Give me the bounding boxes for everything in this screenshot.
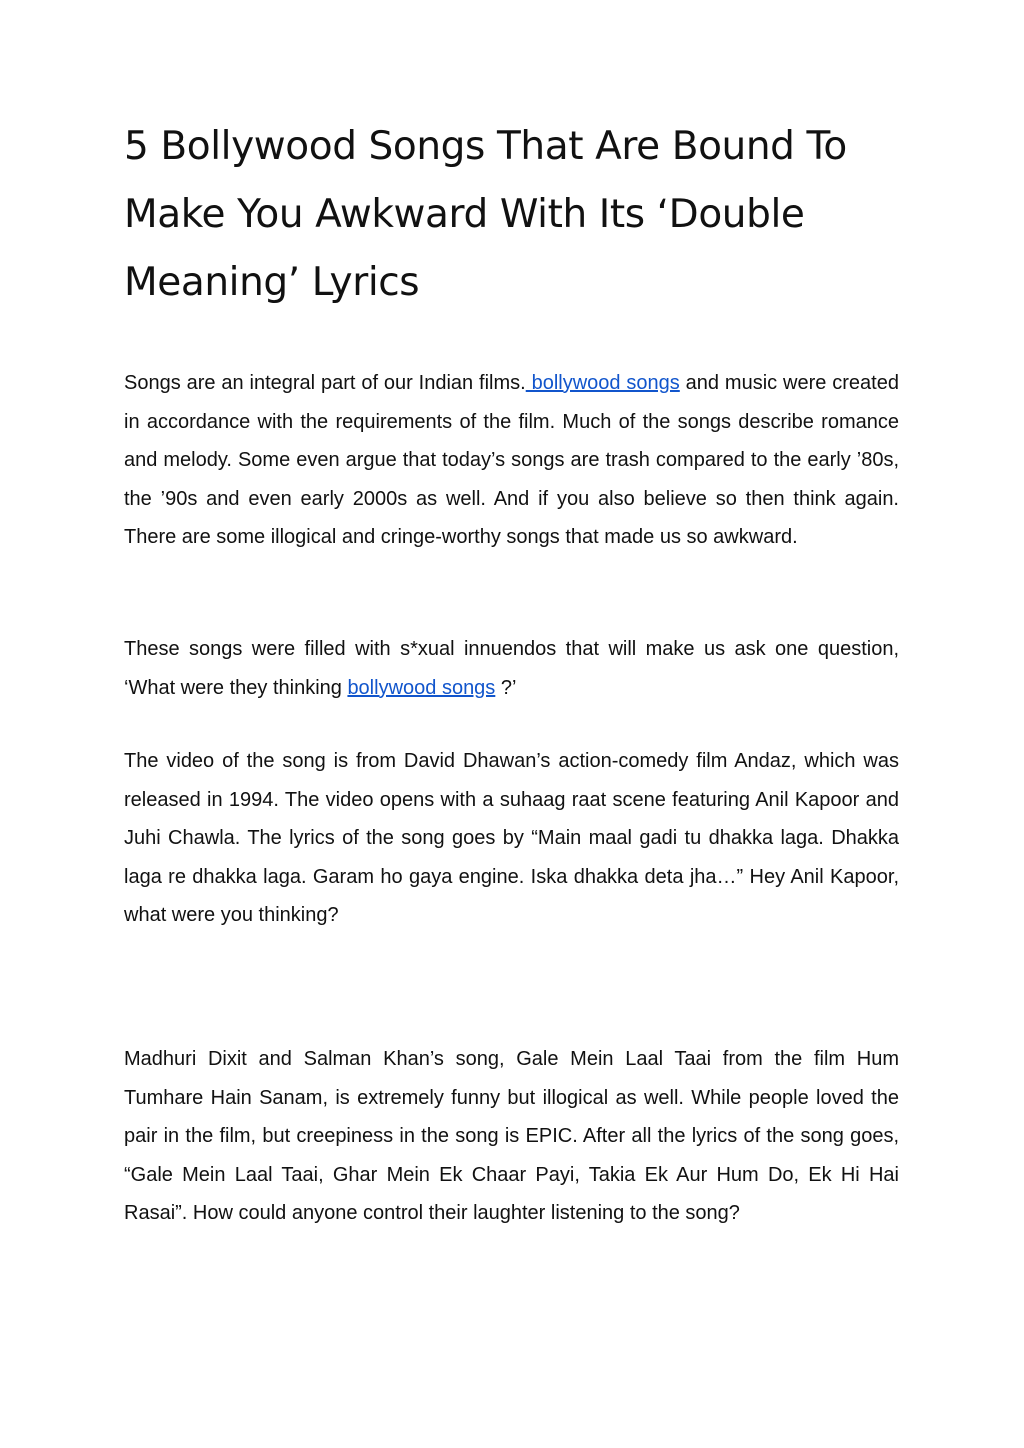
- bollywood-songs-link[interactable]: bollywood songs: [525, 372, 680, 394]
- paragraph-intro-text-start: Songs are an integral part of our Indian films.: [124, 372, 526, 394]
- paragraph-intro-text-end: and music were created in accordance with the requirements of the film. Much of the songs describe romance and melody. Some even argue that today’s songs are trash compared to the early ’80s, the ’90s and even early 2000s as well. And if you also believe so then think again. There are some illogical and cringe-worthy songs that made us so awkward.: [124, 372, 899, 549]
- paragraph-andaz: The video of the song is from David Dhawan’s action-comedy film Andaz, which was released in 1994. The video opens with a suhaag raat scene featuring Anil Kapoor and Juhi Chawla. The lyrics of the song goes by “Main maal gadi tu dhakka laga. Dhakka laga re dhakka laga. Garam ho gaya engine. Iska dhakka deta jha…” Hey Anil Kapoor, what were you thinking?: [124, 750, 899, 927]
- paragraph-intro: [124, 364, 899, 557]
- paragraph-gale-mein-laal-taai: Madhuri Dixit and Salman Khan’s song, Gale Mein Laal Taai from the film Hum Tumhare Hain Sanam, is extremely funny but illogical as well. While people loved the pair in the film, but creepiness in the song is EPIC. After all the lyrics of the song goes, “Gale Mein Laal Taai, Ghar Mein Ek Chaar Payi, Takia Ek Aur Hum Do, Ek Hi Hai Rasai”. How could anyone control their laughter listening to the song?: [124, 1048, 899, 1225]
- paragraph-question-text-end: ?’: [495, 676, 517, 699]
- paragraph-question: [124, 630, 899, 707]
- article-title: 5 Bollywood Songs That Are Bound To Make You Awkward With Its ‘Double Meaning’ Lyrics: [124, 124, 847, 305]
- paragraph-question-text-start: These songs were filled with s*xual innuendos that will make us ask one question, ‘What were they thinking: [124, 638, 899, 699]
- bollywood-songs-link-2[interactable]: bollywood songs: [347, 676, 496, 699]
